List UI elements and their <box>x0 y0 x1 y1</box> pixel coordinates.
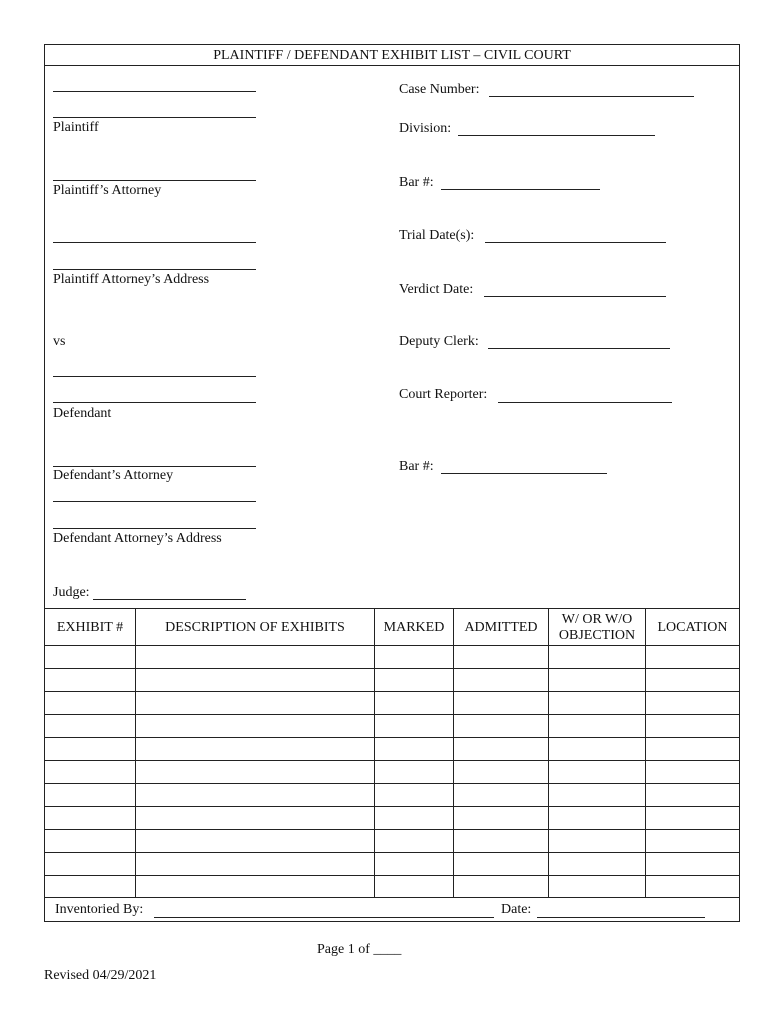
table-top-border <box>45 608 739 609</box>
plaintiff-address-blank-line-2[interactable] <box>53 269 256 270</box>
table-row[interactable] <box>45 806 739 828</box>
defendant-attorney-address-label: Defendant Attorney’s Address <box>53 531 222 546</box>
revised-date: Revised 04/29/2021 <box>44 968 157 983</box>
form-title: PLAINTIFF / DEFENDANT EXHIBIT LIST – CIVIL COURT <box>45 45 739 66</box>
deputy-clerk-blank-line[interactable] <box>488 348 670 349</box>
table-row[interactable] <box>45 852 739 874</box>
header-location: LOCATION <box>657 620 728 635</box>
trial-dates-blank-line[interactable] <box>485 242 666 243</box>
plaintiff-blank-line-2[interactable] <box>53 117 256 118</box>
inventoried-by-blank-line[interactable] <box>154 917 494 918</box>
vs-label: vs <box>53 334 66 349</box>
table-row[interactable] <box>45 668 739 690</box>
header-marked: MARKED <box>383 620 445 635</box>
plaintiff-attorney-blank-line[interactable] <box>53 180 256 181</box>
plaintiff-label: Plaintiff <box>53 120 99 135</box>
table-row[interactable] <box>45 875 739 897</box>
plaintiff-address-blank-line-1[interactable] <box>53 242 256 243</box>
date-label: Date: <box>501 902 532 917</box>
bar-number-label-2: Bar #: <box>399 459 434 474</box>
bar-number-blank-line-1[interactable] <box>441 189 600 190</box>
bar-number-blank-line-2[interactable] <box>441 473 607 474</box>
header-exhibit-number: EXHIBIT # <box>56 620 124 635</box>
case-number-blank-line[interactable] <box>489 96 694 97</box>
defendant-label: Defendant <box>53 406 112 421</box>
judge-blank-line[interactable] <box>93 599 246 600</box>
judge-label: Judge: <box>53 585 90 600</box>
division-label: Division: <box>399 121 452 136</box>
date-blank-line[interactable] <box>537 917 705 918</box>
header-admitted: ADMITTED <box>464 620 538 635</box>
table-row[interactable] <box>45 783 739 805</box>
plaintiff-attorney-label: Plaintiff’s Attorney <box>53 183 162 198</box>
page-number: Page 1 of ____ <box>317 942 402 957</box>
court-reporter-blank-line[interactable] <box>498 402 672 403</box>
deputy-clerk-label: Deputy Clerk: <box>399 334 479 349</box>
table-row[interactable] <box>45 760 739 782</box>
court-reporter-label: Court Reporter: <box>399 387 488 402</box>
table-row[interactable] <box>45 737 739 759</box>
plaintiff-attorney-address-label: Plaintiff Attorney’s Address <box>53 272 210 287</box>
verdict-date-label: Verdict Date: <box>399 282 474 297</box>
defendant-address-blank-line-2[interactable] <box>53 528 256 529</box>
defendant-blank-line-1[interactable] <box>53 376 256 377</box>
table-bottom-border <box>45 897 739 898</box>
inventoried-by-label: Inventoried By: <box>55 902 144 917</box>
defendant-attorney-label: Defendant’s Attorney <box>53 468 174 483</box>
table-row[interactable] <box>45 691 739 713</box>
plaintiff-blank-line-1[interactable] <box>53 91 256 92</box>
table-header-bottom-border <box>45 645 739 646</box>
header-objection-line-1: W/ OR W/O <box>561 612 633 627</box>
defendant-address-blank-line-1[interactable] <box>53 501 256 502</box>
header-description: DESCRIPTION OF EXHIBITS <box>165 620 345 635</box>
case-number-label: Case Number: <box>399 82 480 97</box>
defendant-blank-line-2[interactable] <box>53 402 256 403</box>
header-objection-line-2: OBJECTION <box>558 628 636 643</box>
verdict-date-blank-line[interactable] <box>484 296 666 297</box>
table-row[interactable] <box>45 829 739 851</box>
bar-number-label-1: Bar #: <box>399 175 434 190</box>
trial-dates-label: Trial Date(s): <box>399 228 475 243</box>
defendant-attorney-blank-line[interactable] <box>53 466 256 467</box>
table-row[interactable] <box>45 714 739 736</box>
division-blank-line[interactable] <box>458 135 655 136</box>
